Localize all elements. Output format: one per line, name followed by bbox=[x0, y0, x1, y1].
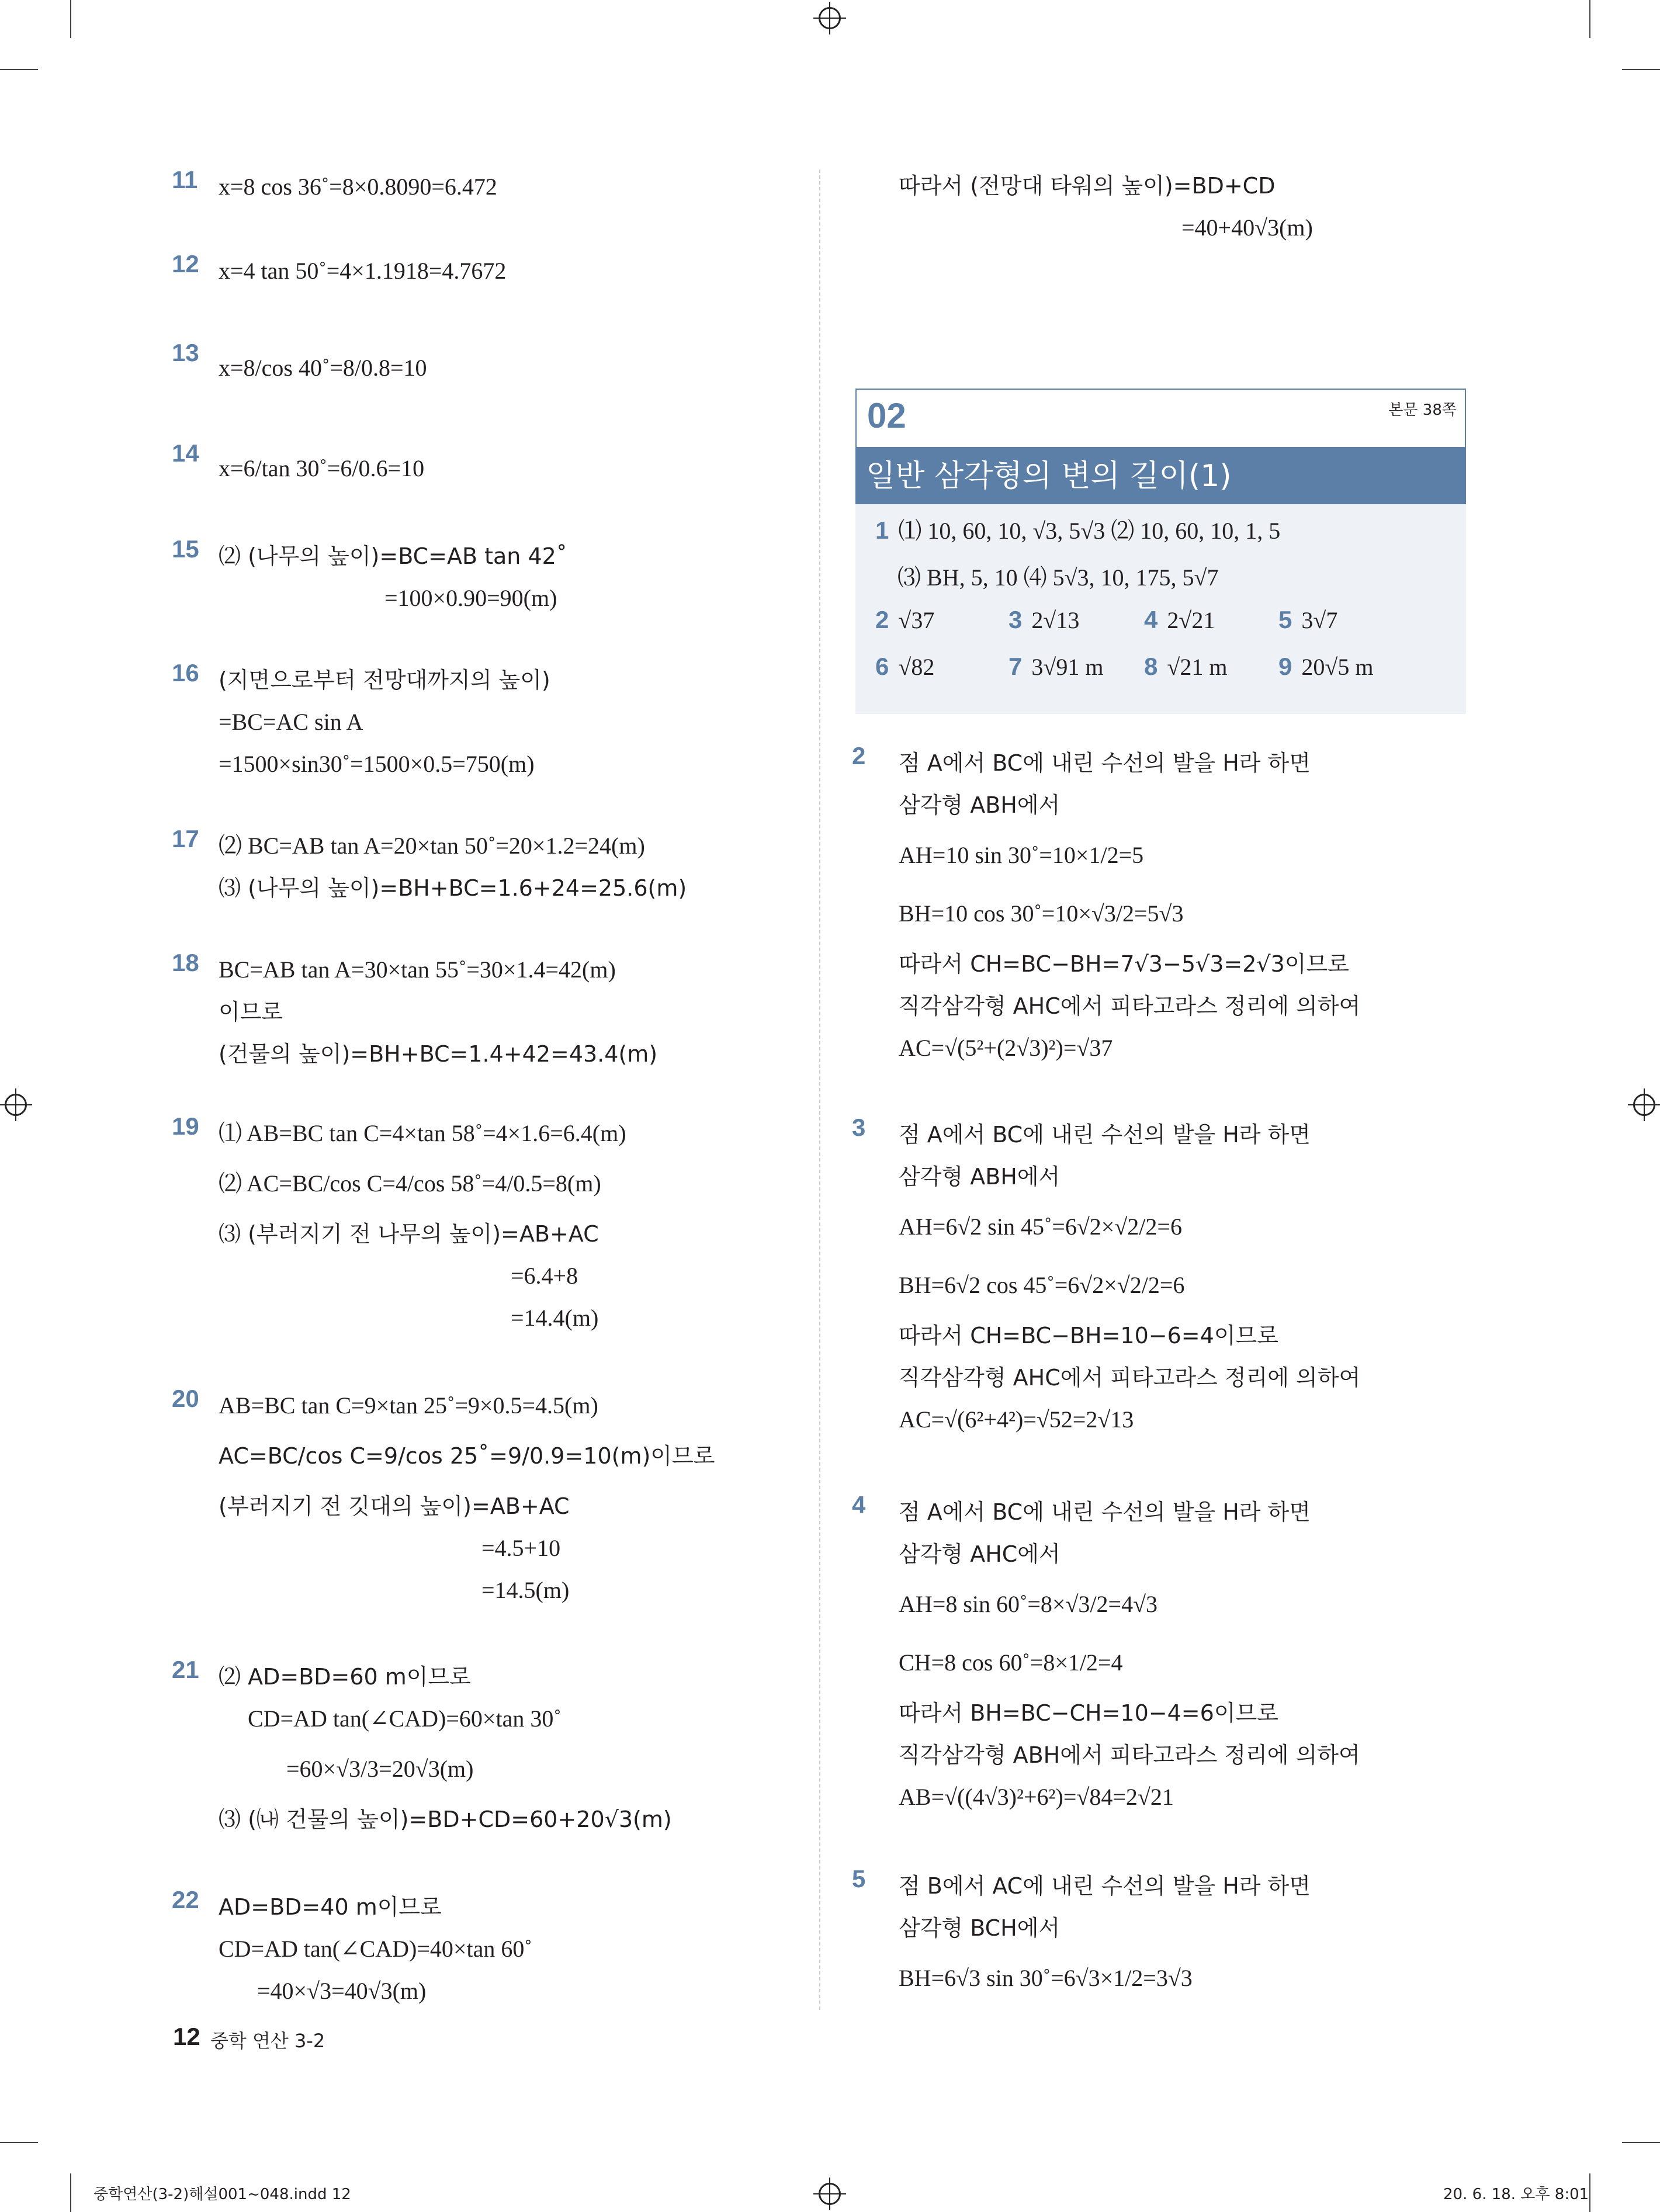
answer-item bbox=[1009, 606, 1079, 634]
section-number: 02 bbox=[867, 396, 906, 435]
problem-number: 13 bbox=[172, 339, 199, 366]
crop-mark bbox=[0, 69, 38, 70]
problem-15 bbox=[172, 535, 567, 619]
solution-line: BH=10 cos 30˚=10×√3/2=5√3 bbox=[899, 900, 1184, 927]
solution-line: ⑶ (부러지기 전 나무의 높이)=AB+AC bbox=[219, 1221, 599, 1247]
problem-number: 5 bbox=[852, 1865, 866, 1892]
registration-mark-icon bbox=[819, 7, 841, 29]
solution-line: ⑶ (㈏ 건물의 높이)=BD+CD=60+20√3(m) bbox=[219, 1807, 672, 1832]
problem-17 bbox=[172, 825, 687, 909]
answer-value: 2√13 bbox=[1031, 607, 1080, 633]
answer-value: ⑴ 10, 60, 10, √3, 5√3 ⑵ 10, 60, 10, 1, 5 bbox=[898, 518, 1281, 544]
problem-number: 4 bbox=[852, 1491, 866, 1518]
registration-mark-icon bbox=[819, 2183, 841, 2205]
solution-line: ⑶ (나무의 높이)=BH+BC=1.6+24=25.6(m) bbox=[219, 875, 687, 901]
answer-value: √21 m bbox=[1167, 654, 1228, 680]
crop-mark bbox=[1622, 2142, 1660, 2143]
solution-line: =60×√3/3=20√3(m) bbox=[286, 1756, 474, 1782]
solution-line: =40×√3=40√3(m) bbox=[257, 1978, 427, 2004]
solution-line: AH=6√2 sin 45˚=6√2×√2/2=6 bbox=[899, 1214, 1182, 1240]
solution-line: (지면으로부터 전망대까지의 높이) bbox=[219, 667, 550, 693]
answer-value: √82 bbox=[898, 654, 935, 680]
solution-line: 따라서 CH=BC−BH=10−6=4이므로 bbox=[899, 1323, 1278, 1348]
solution-line: 따라서 BH=BC−CH=10−4=6이므로 bbox=[899, 1700, 1278, 1726]
solution-line: 점 A에서 BC에 내린 수선의 발을 H라 하면 bbox=[899, 1122, 1311, 1147]
answer-number: 3 bbox=[1009, 606, 1023, 633]
column-divider bbox=[819, 169, 820, 2010]
answer-value: √37 bbox=[898, 607, 935, 633]
registration-mark-icon bbox=[5, 1094, 27, 1116]
problem-3 bbox=[852, 1114, 1361, 1441]
problem-19 bbox=[172, 1112, 626, 1339]
answer-number: 4 bbox=[1144, 606, 1158, 633]
solution-line: 삼각형 ABH에서 bbox=[899, 792, 1061, 818]
solution-line: 점 B에서 AC에 내린 수선의 발을 H라 하면 bbox=[899, 1873, 1311, 1899]
page-reference: 본문 38쪽 bbox=[1388, 401, 1457, 419]
answer-item bbox=[875, 653, 934, 681]
solution-line: 이므로 bbox=[219, 999, 283, 1025]
problem-4 bbox=[852, 1491, 1360, 1818]
solution-line: =4.5+10 bbox=[481, 1535, 561, 1561]
solution-line: AC=BC/cos C=9/cos 25˚=9/0.9=10(m)이므로 bbox=[219, 1443, 715, 1469]
problem-number: 17 bbox=[172, 825, 199, 852]
problem-14 bbox=[172, 439, 425, 498]
solution-line: ⑵ AD=BD=60 m이므로 bbox=[219, 1664, 471, 1690]
crop-mark bbox=[70, 0, 71, 38]
solution-line: =14.5(m) bbox=[481, 1577, 570, 1603]
solution-line: =BC=AC sin A bbox=[219, 709, 363, 735]
problem-number: 16 bbox=[172, 659, 199, 687]
problem-number: 11 bbox=[172, 166, 198, 193]
solution-line: 직각삼각형 ABH에서 피타고라스 정리에 의하여 bbox=[899, 1742, 1360, 1768]
answer-value: 3√7 bbox=[1301, 607, 1338, 633]
solution-line: AH=10 sin 30˚=10×1/2=5 bbox=[899, 842, 1144, 868]
answer-number: 1 bbox=[875, 516, 889, 544]
solution-line: 삼각형 ABH에서 bbox=[899, 1164, 1061, 1190]
crop-mark bbox=[1589, 0, 1590, 38]
problem-number: 19 bbox=[172, 1112, 199, 1140]
answer-item bbox=[1278, 653, 1373, 681]
solution-line: =100×0.90=90(m) bbox=[384, 585, 557, 611]
problem-number: 21 bbox=[172, 1656, 199, 1683]
solution-line: =14.4(m) bbox=[511, 1305, 599, 1331]
problem-18 bbox=[172, 949, 658, 1075]
answer-number: 2 bbox=[875, 606, 889, 633]
problem-number: 14 bbox=[172, 439, 199, 467]
problem-number: 2 bbox=[852, 742, 866, 769]
solution-line: =6.4+8 bbox=[511, 1263, 578, 1289]
answer-item bbox=[1009, 653, 1103, 681]
solution-line: 직각삼각형 AHC에서 피타고라스 정리에 의하여 bbox=[899, 993, 1361, 1019]
problem-16 bbox=[172, 659, 550, 785]
solution-line: CD=AD tan(∠CAD)=40×tan 60˚ bbox=[219, 1936, 532, 1962]
registration-mark-icon bbox=[1633, 1094, 1655, 1116]
answer-item bbox=[1144, 606, 1215, 634]
problem-13 bbox=[172, 339, 427, 397]
answer-value: 20√5 m bbox=[1301, 654, 1374, 680]
solution-line: 삼각형 AHC에서 bbox=[899, 1541, 1061, 1567]
problem-21 bbox=[172, 1656, 672, 1840]
solution-line: x=8/cos 40˚=8/0.8=10 bbox=[219, 355, 427, 381]
print-slug-file: 중학연산(3-2)해설001~048.indd 12 bbox=[93, 2186, 351, 2203]
answer-item bbox=[875, 606, 934, 634]
solution-line: 점 A에서 BC에 내린 수선의 발을 H라 하면 bbox=[899, 750, 1311, 776]
solution-line: ⑵ BC=AB tan A=20×tan 50˚=20×1.2=24(m) bbox=[219, 833, 645, 859]
solution-line: (부러지기 전 깃대의 높이)=AB+AC bbox=[219, 1493, 570, 1519]
problem-number: 22 bbox=[172, 1886, 199, 1913]
solution-line: =1500×sin30˚=1500×0.5=750(m) bbox=[219, 751, 535, 777]
solution-line: BH=6√2 cos 45˚=6√2×√2/2=6 bbox=[899, 1272, 1185, 1298]
solution-line: AC=√(6²+4²)=√52=2√13 bbox=[899, 1406, 1134, 1433]
crop-mark bbox=[0, 2142, 38, 2143]
solution-line: BC=AB tan A=30×tan 55˚=30×1.4=42(m) bbox=[219, 956, 616, 983]
solution-line: 직각삼각형 AHC에서 피타고라스 정리에 의하여 bbox=[899, 1365, 1361, 1391]
solution-line: (건물의 높이)=BH+BC=1.4+42=43.4(m) bbox=[219, 1041, 658, 1067]
solution-line: CD=AD tan(∠CAD)=60×tan 30˚ bbox=[248, 1705, 562, 1732]
problem-20 bbox=[172, 1385, 715, 1611]
problem-2 bbox=[852, 742, 1361, 1069]
solution-line: AC=√(5²+(2√3)²)=√37 bbox=[899, 1035, 1113, 1061]
problem-number: 15 bbox=[172, 535, 199, 563]
book-title: 중학 연산 3-2 bbox=[210, 2030, 325, 2052]
section-header bbox=[855, 389, 1466, 448]
solution-line: AH=8 sin 60˚=8×√3/2=4√3 bbox=[899, 1591, 1158, 1617]
answer-item bbox=[1278, 606, 1337, 634]
solution-line: =40+40√3(m) bbox=[1181, 214, 1313, 241]
solution-line: x=6/tan 30˚=6/0.6=10 bbox=[219, 455, 425, 481]
problem-number: 18 bbox=[172, 949, 199, 976]
section-title: 일반 삼각형의 변의 길이(1) bbox=[855, 448, 1466, 504]
solution-line: 점 A에서 BC에 내린 수선의 발을 H라 하면 bbox=[899, 1499, 1311, 1525]
solution-line: BH=6√3 sin 30˚=6√3×1/2=3√3 bbox=[899, 1965, 1193, 1991]
problem-22 bbox=[172, 1886, 532, 2012]
answer-value: 3√91 m bbox=[1031, 654, 1104, 680]
solution-line: 따라서 CH=BC−BH=7√3−5√3=2√3이므로 bbox=[899, 951, 1349, 977]
problem-5 bbox=[852, 1865, 1311, 2008]
solution-line: AB=BC tan C=9×tan 25˚=9×0.5=4.5(m) bbox=[219, 1392, 598, 1419]
problem-number: 20 bbox=[172, 1385, 199, 1412]
answer-list bbox=[855, 504, 1466, 714]
answer-number: 6 bbox=[875, 653, 889, 680]
problem-12 bbox=[172, 250, 507, 292]
solution-line: x=8 cos 36˚=8×0.8090=6.472 bbox=[219, 174, 497, 200]
solution-line: 따라서 (전망대 타워의 높이)=BD+CD bbox=[899, 173, 1276, 199]
problem-11 bbox=[172, 166, 497, 208]
answer-value: 2√21 bbox=[1167, 607, 1215, 633]
crop-mark bbox=[1622, 69, 1660, 70]
solution-line: 삼각형 BCH에서 bbox=[899, 1915, 1061, 1941]
solution-line: AB=√((4√3)²+6²)=√84=2√21 bbox=[899, 1784, 1174, 1810]
section-02-answer-box bbox=[855, 389, 1466, 714]
answer-1 bbox=[875, 512, 1280, 546]
answer-number: 8 bbox=[1144, 653, 1158, 680]
solution-line: AD=BD=40 m이므로 bbox=[219, 1894, 442, 1920]
page-number: 12 bbox=[173, 2023, 200, 2050]
continued-solution bbox=[899, 165, 1313, 249]
print-slug-date: 20. 6. 18. 오후 8:01 bbox=[1443, 2186, 1589, 2203]
solution-line: ⑵ (나무의 높이)=BC=AB tan 42˚ bbox=[219, 543, 567, 569]
answer-number: 7 bbox=[1009, 653, 1023, 680]
solution-line: ⑴ AB=BC tan C=4×tan 58˚=4×1.6=6.4(m) bbox=[219, 1120, 626, 1146]
crop-mark bbox=[1589, 2173, 1590, 2212]
solution-line: ⑵ AC=BC/cos C=4/cos 58˚=4/0.5=8(m) bbox=[219, 1170, 601, 1197]
solution-line: x=4 tan 50˚=4×1.1918=4.7672 bbox=[219, 258, 507, 284]
problem-number: 3 bbox=[852, 1114, 866, 1141]
answer-item bbox=[1144, 653, 1227, 681]
crop-mark bbox=[70, 2173, 71, 2212]
problem-number: 12 bbox=[172, 250, 199, 278]
answer-1-cont bbox=[897, 559, 1218, 592]
answer-value: ⑶ BH, 5, 10 ⑷ 5√3, 10, 175, 5√7 bbox=[897, 564, 1219, 591]
answer-number: 5 bbox=[1278, 606, 1292, 633]
solution-line: CH=8 cos 60˚=8×1/2=4 bbox=[899, 1649, 1123, 1676]
answer-number: 9 bbox=[1278, 653, 1292, 680]
